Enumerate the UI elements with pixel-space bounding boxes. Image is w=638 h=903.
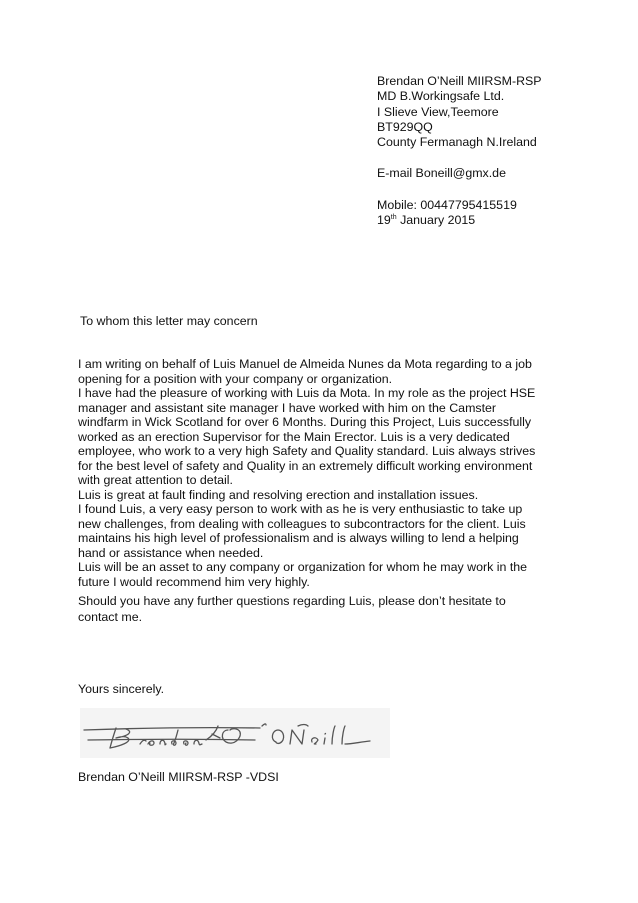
body-line: Luis will be an asset to any company or organization for whom he may work in the: [78, 560, 528, 574]
body-line: manager and assistant site manager I have worked with him on the Camster: [78, 400, 497, 415]
address-spacer: [377, 150, 542, 166]
body-line: with great attention to detail.: [78, 473, 233, 487]
sender-street: I Slieve View,Teemore: [377, 104, 499, 119]
date-day: 19: [377, 213, 391, 228]
body-line: windfarm in Wick Scotland for over 6 Months. During this Project, Luis successfully: [78, 415, 532, 429]
body-line: maintains his high level of professionalism and is always willing to lend a helping: [78, 531, 519, 545]
signer-name: Brendan O’Neill MIIRSM-RSP -VDSI: [78, 770, 279, 784]
body-line: new challenges, from dealing with colleagues to subcontractors for the client. Luis: [78, 516, 526, 531]
body-line: worked as an erection Supervisor for the Main Erector. Luis is a very dedicated: [78, 429, 510, 444]
sender-email: E-mail Boneill@gmx.de: [377, 166, 506, 181]
complimentary-close: Yours sincerely.: [78, 682, 165, 696]
body-line: hand or assistance when needed.: [78, 545, 264, 560]
letter-body: [78, 357, 558, 625]
date-suffix: th: [390, 214, 397, 222]
body-line: employee, who work to a very high Safety and Quality standard. Luis always strives: [78, 444, 536, 458]
sender-mobile: Mobile: 00447795415519: [377, 197, 517, 212]
address-spacer: [377, 182, 542, 198]
salutation: To whom this letter may concern: [80, 314, 258, 328]
closing-line: Should you have any further questions regarding Luis, please don’t hesitate to: [78, 594, 506, 608]
closing-paragraph: [78, 593, 558, 625]
letter-date: [377, 213, 542, 228]
date-month-year: January 2015: [396, 213, 476, 228]
body-paragraph: [78, 357, 558, 589]
body-line: future I would recommend him very highly.: [78, 574, 310, 589]
body-line: opening for a position with your company or organization.: [78, 371, 393, 386]
body-line: I found Luis, a very easy person to work with as he is very enthusiastic to take up: [78, 502, 523, 516]
sender-address-block: [377, 74, 542, 228]
body-line: I have had the pleasure of working with Luis da Mota. In my role as the project HSE: [78, 386, 536, 400]
body-line: I am writing on behalf of Luis Manuel de Almeida Nunes da Mota regarding to a job: [78, 357, 532, 371]
handwritten-signature: [80, 708, 390, 758]
sender-name: Brendan O’Neill MIIRSM-RSP: [377, 74, 542, 88]
sender-county: County Fermanagh N.Ireland: [377, 135, 537, 150]
closing-line: contact me.: [78, 610, 143, 624]
body-line: Luis is great at fault finding and resolving erection and installation issues.: [78, 487, 479, 502]
sender-postcode: BT929QQ: [377, 119, 433, 134]
body-line: for the best level of safety and Quality in an extremely difficult working environment: [78, 458, 533, 473]
sender-company: MD B.Workingsafe Ltd.: [377, 89, 505, 104]
